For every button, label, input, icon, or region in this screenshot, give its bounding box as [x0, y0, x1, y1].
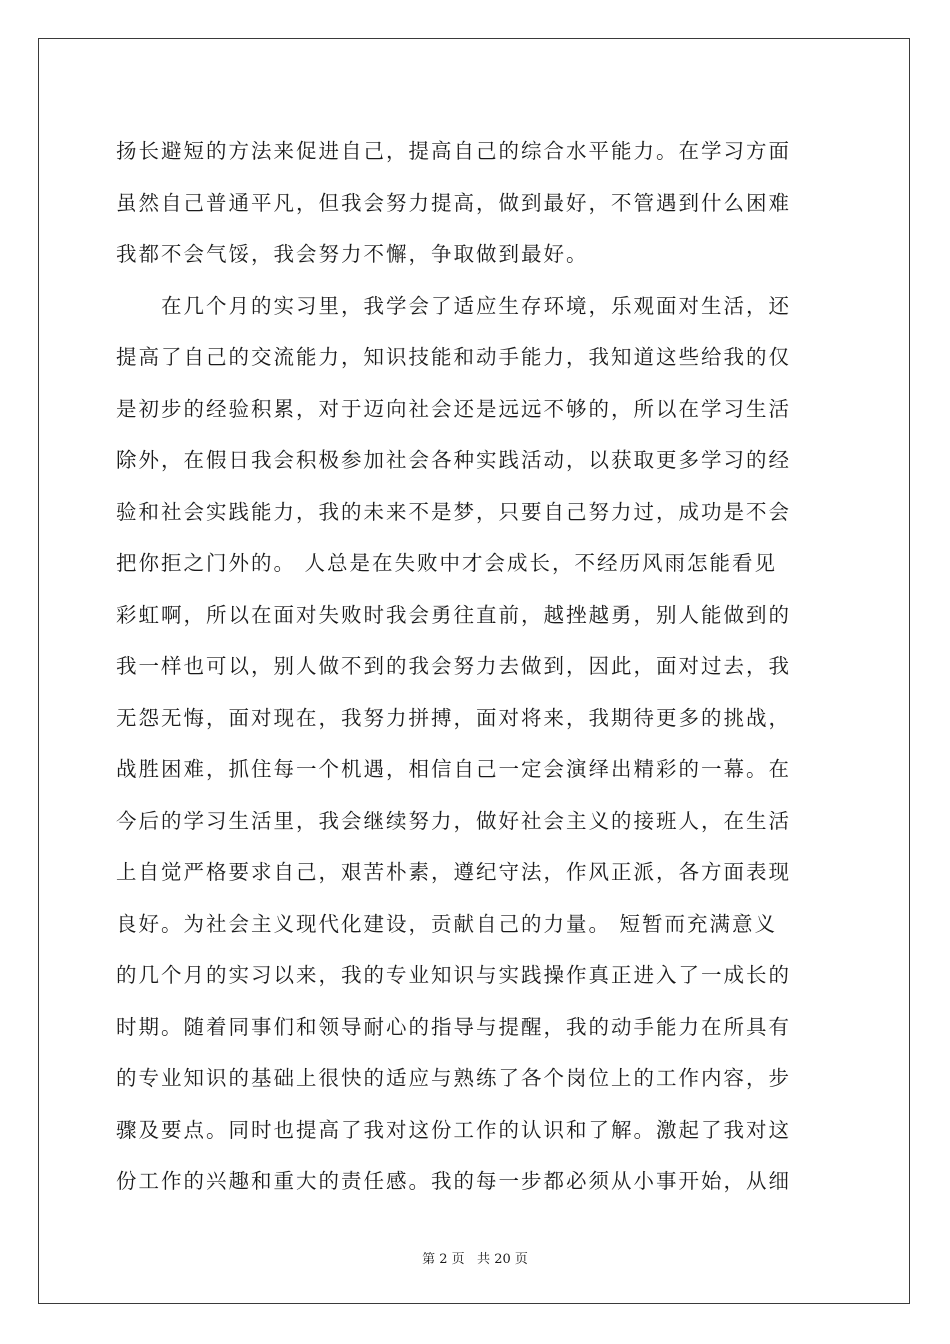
text-line: 我一样也可以，别人做不到的我会努力去做到，因此，面对过去，我 [116, 654, 791, 678]
text-line: 的专业知识的基础上很快的适应与熟练了各个岗位上的工作内容，步 [116, 1066, 791, 1090]
paragraph-start-line: 在几个月的实习里，我学会了适应生存环境，乐观面对生活，还 [116, 293, 791, 318]
text-line: 无怨无悔，面对现在，我努力拼搏，面对将来，我期待更多的挑战， [116, 705, 791, 730]
text-line: 份工作的兴趣和重大的责任感。我的每一步都必须从小事开始，从细 [116, 1169, 791, 1193]
body-text [116, 126, 834, 1208]
text-line: 良好。为社会主义现代化建设，贡献自己的力量。 短暂而充满意义 [116, 911, 778, 936]
text-line: 是初步的经验积累，对于迈向社会还是远远不够的，所以在学习生活 [116, 396, 791, 421]
text-line: 上自觉严格要求自己，艰苦朴素，遵纪守法，作风正派，各方面表现 [116, 860, 791, 884]
text-line: 骤及要点。同时也提高了我对这份工作的认识和了解。激起了我对这 [116, 1117, 791, 1142]
text-line: 战胜困难，抓住每一个机遇，相信自己一定会演绎出精彩的一幕。在 [116, 757, 791, 781]
text-line: 彩虹啊，所以在面对失败时我会勇往直前，越挫越勇，别人能做到的 [116, 602, 791, 627]
text-line: 除外，在假日我会积极参加社会各种实践活动，以获取更多学习的经 [116, 448, 791, 472]
text-line: 把你拒之门外的。 人总是在失败中才会成长，不经历风雨怎能看见 [116, 551, 778, 575]
text-line: 的几个月的实习以来，我的专业知识与实践操作真正进入了一成长的 [116, 963, 791, 987]
text-line: 时期。随着同事们和领导耐心的指导与提醒，我的动手能力在所具有 [116, 1014, 791, 1039]
text-line: 验和社会实践能力，我的未来不是梦，只要自己努力过，成功是不会 [116, 499, 791, 524]
text-line: 我都不会气馁，我会努力不懈，争取做到最好。 [116, 242, 589, 266]
text-line: 今后的学习生活里，我会继续努力，做好社会主义的接班人，在生活 [116, 808, 791, 833]
text-line: 扬长避短的方法来促进自己，提高自己的综合水平能力。在学习方面 [116, 139, 791, 163]
text-line: 提高了自己的交流能力，知识技能和动手能力，我知道这些给我的仅 [116, 345, 791, 369]
page-number: 第 2 页 共 20 页 [422, 1252, 528, 1267]
text-line: 虽然自己普通平凡，但我会努力提高，做到最好，不管遇到什么困难 [116, 190, 791, 215]
